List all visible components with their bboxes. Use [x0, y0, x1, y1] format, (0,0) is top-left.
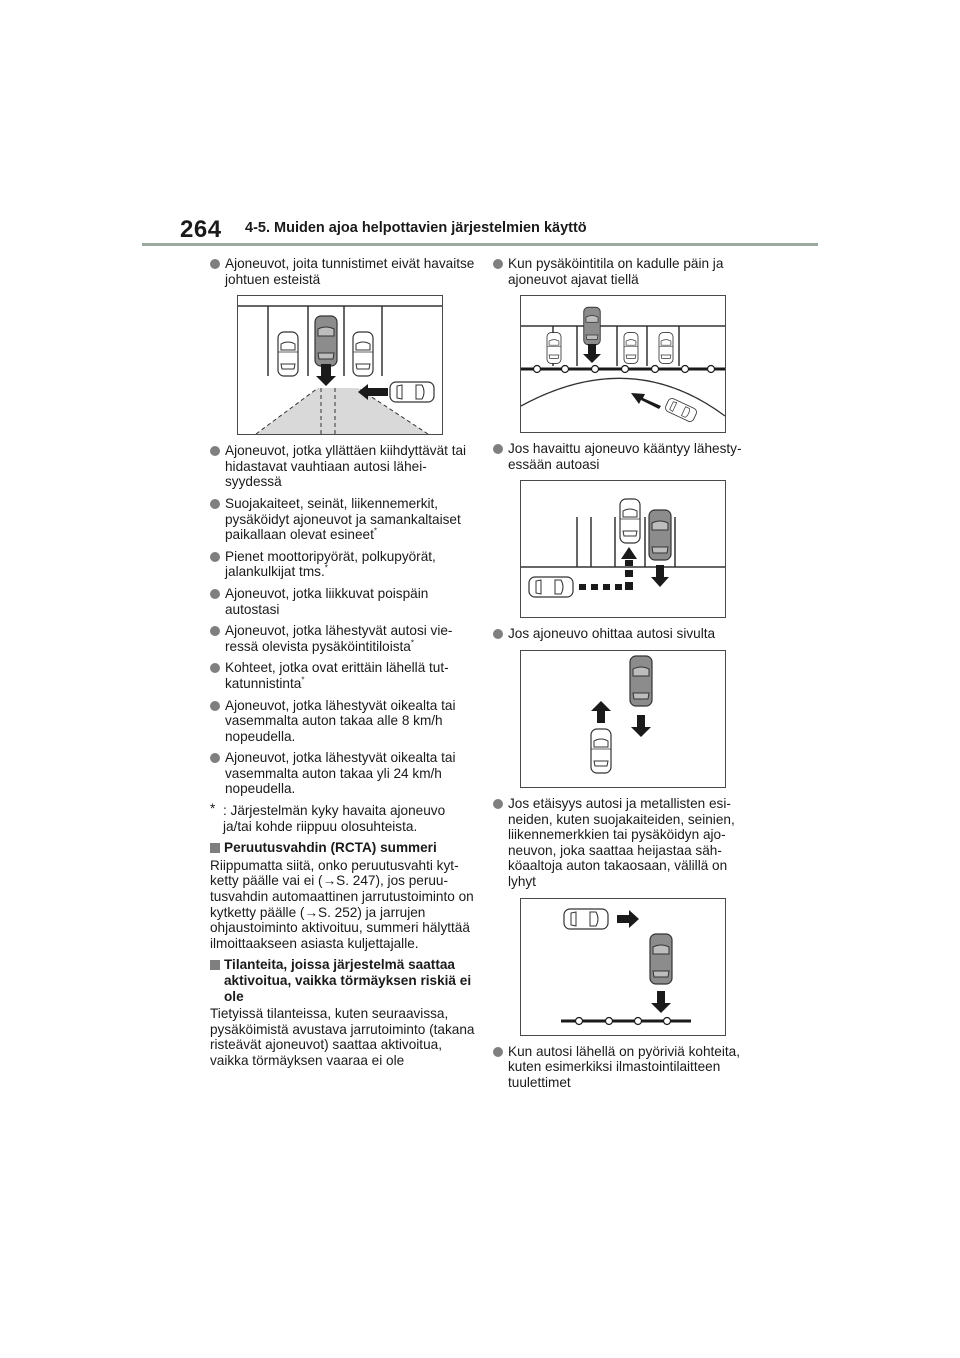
chapter-title: 4-5. Muiden ajoa helpottavien järjestelmien käyttö	[245, 220, 587, 236]
square-bullet-icon	[210, 843, 220, 853]
figure-metal-objects	[520, 898, 726, 1036]
page-number: 264	[180, 216, 222, 243]
list-item: Kohteet, jotka ovat erittäin lähellä tutkatunnistinta*	[210, 660, 475, 691]
list-item: Ajoneuvot, jotka yllättäen kiihdyttävät tai hidastavat vauhtiaan autosi läheisyydessä	[210, 443, 475, 490]
list-item: Ajoneuvot, jotka liikkuvat poispäin autostasi	[210, 586, 475, 617]
list-item: Kun pysäköintitila on kadulle päin ja ajoneuvot ajavat tiellä	[493, 256, 758, 287]
left-column	[210, 256, 475, 1075]
footnote: * : Järjestelmän kyky havaita ajoneuvo ja/tai kohde riippuu olosuhteista.	[210, 801, 446, 834]
paragraph: Riippumatta siitä, onko peruutusvahti kytketty päälle vai ei (→S. 247), jos peruutusvahdin automaattinen jarrutustoiminto on kytketty päälle (→S. 252) ja jarrujen ohjaustoiminto aktivoituu, summeri hälyttää ilmoittaakseen asiasta kuljettajalle.	[210, 857, 474, 951]
footnote-marker: *	[210, 801, 216, 817]
bullet-icon	[210, 552, 220, 562]
list-item: Ajoneuvot, jotka lähestyvät oikealta tai vasemmalta auton takaa yli 24 km/h nopeudella.	[210, 750, 475, 797]
footnote-marker: *	[301, 675, 305, 685]
figure-obstructed-sensors	[237, 295, 443, 435]
figure-street-parking	[520, 295, 726, 433]
bullet-icon	[493, 629, 503, 639]
list-item: Ajoneuvot, joita tunnistimet eivät havaitse johtuen esteistä	[210, 256, 475, 287]
section-heading: Tilanteita, joissa järjestelmä saattaa aktivoitua, vaikka törmäyksen riskiä ei ole	[210, 957, 475, 1004]
section-heading: Peruutusvahdin (RCTA) summeri	[210, 840, 475, 856]
list-item: Ajoneuvot, jotka lähestyvät oikealta tai vasemmalta auton takaa alle 8 km/h nopeudella.	[210, 698, 475, 745]
right-column	[493, 256, 758, 1096]
bullet-icon	[210, 626, 220, 636]
list-item: Kun autosi lähellä on pyöriviä kohteita, kuten esimerkiksi ilmastointilaitteen tuulettimet	[493, 1044, 758, 1091]
bullet-icon	[210, 701, 220, 711]
bullet-icon	[493, 1047, 503, 1057]
footnote-marker: *	[410, 638, 414, 648]
list-item: Pienet moottoripyörät, polkupyörät, jalankulkijat tms.*	[210, 549, 475, 580]
list-item: Ajoneuvot, jotka lähestyvät autosi vieressä olevista pysäköintitiloista*	[210, 623, 475, 654]
bullet-icon	[493, 799, 503, 809]
square-bullet-icon	[210, 960, 220, 970]
list-item: Jos etäisyys autosi ja metallisten esineiden, kuten suojakaiteiden, seinien, liikennemerkkien tai pysäköidyn ajoneuvon, joka saattaa heijastaa sähköaaltoja auton takaosaan, välillä on lyhyt	[493, 796, 758, 890]
bullet-icon	[493, 444, 503, 454]
footnote-marker: *	[373, 526, 378, 536]
figure-passing-vehicle	[520, 650, 726, 788]
figure-turning-vehicle	[520, 480, 726, 618]
bullet-icon	[210, 589, 220, 599]
list-item: Suojakaiteet, seinät, liikennemerkit, pysäköidyt ajoneuvot ja samankaltaiset paikallaan olevat esineet*	[210, 496, 475, 543]
list-item: Jos havaittu ajoneuvo kääntyy lähestyessään autoasi	[493, 441, 758, 472]
bullet-icon	[210, 753, 220, 763]
bullet-icon	[493, 259, 503, 269]
list-item: Jos ajoneuvo ohittaa autosi sivulta	[493, 626, 758, 642]
bullet-icon	[210, 259, 220, 269]
bullet-icon	[210, 499, 220, 509]
bullet-icon	[210, 446, 220, 456]
header-rule	[142, 243, 818, 246]
footnote-marker: *	[324, 563, 328, 573]
bullet-icon	[210, 663, 220, 673]
paragraph: Tietyissä tilanteissa, kuten seuraavissa, pysäköimistä avustava jarrutoiminto (takana risteävät ajoneuvot) saattaa aktivoitua, vaikka törmäyksen vaaraa ei ole	[210, 1006, 475, 1068]
